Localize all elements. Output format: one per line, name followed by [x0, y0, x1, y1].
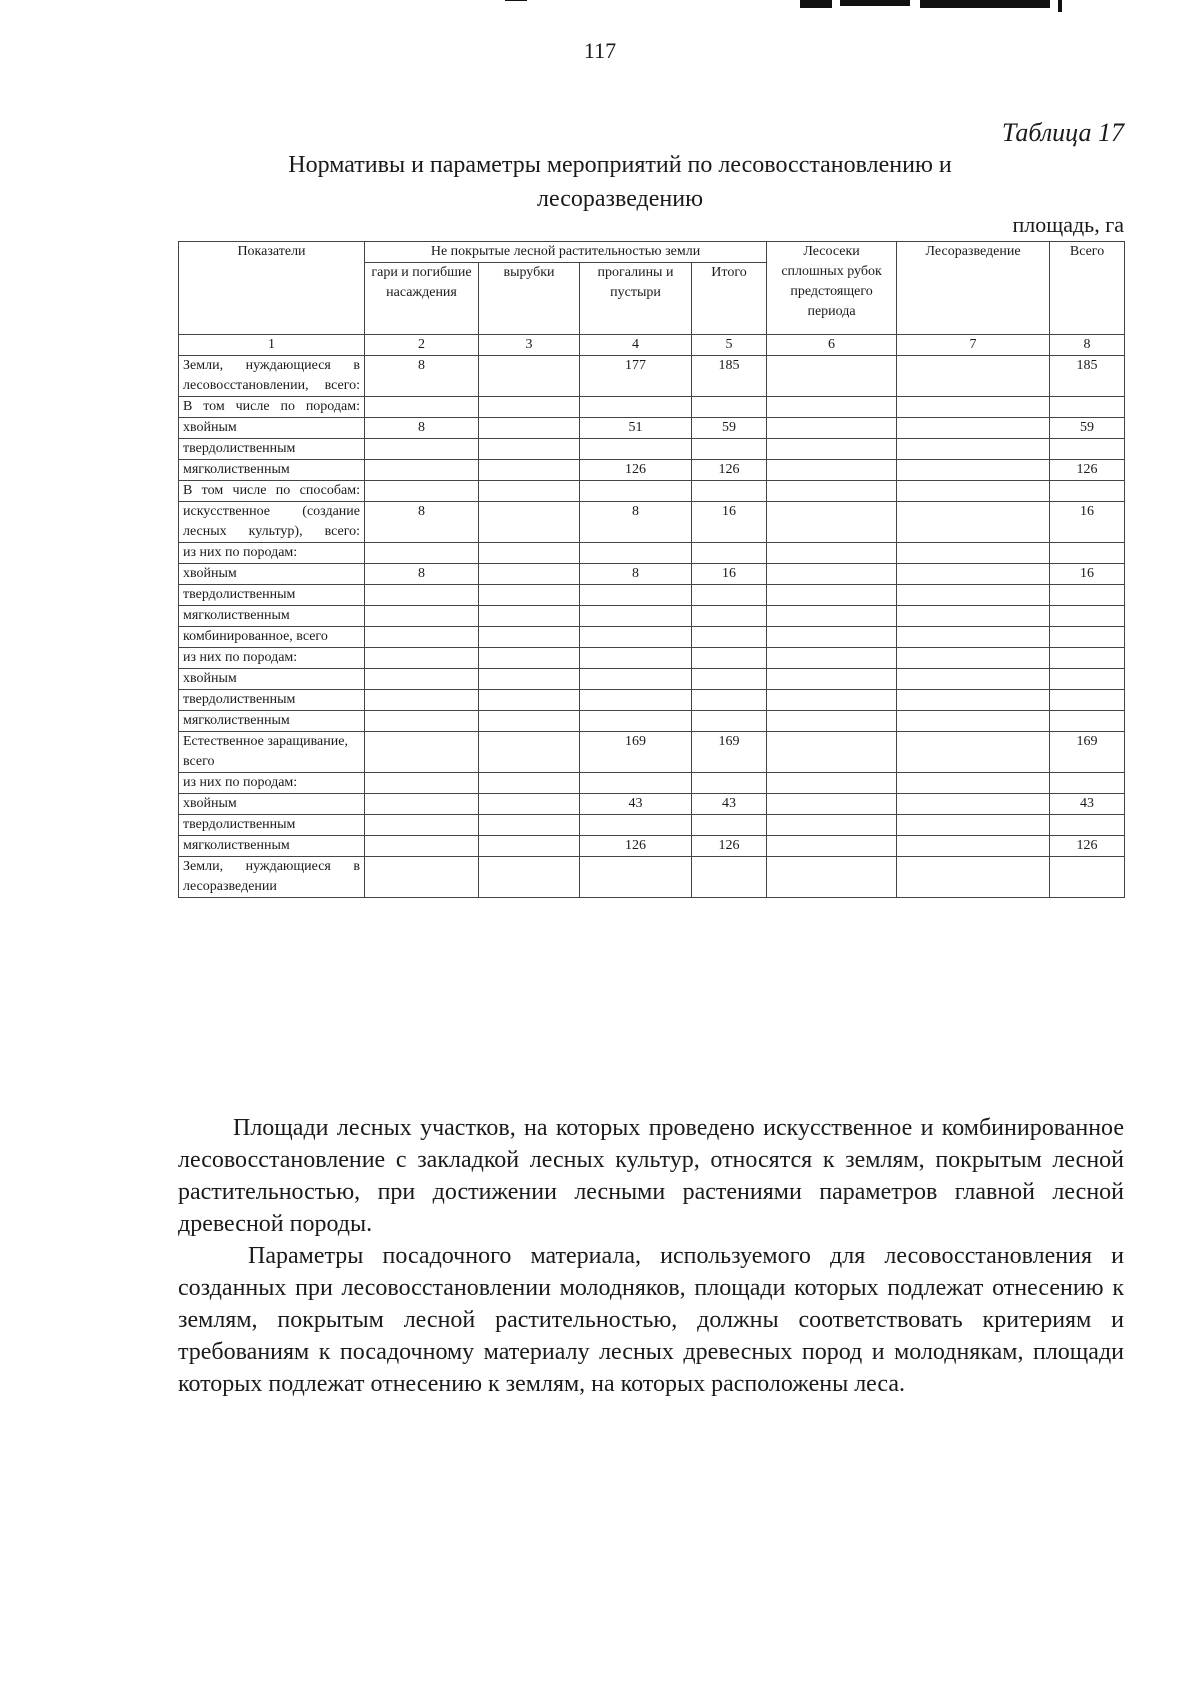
header-clearcuts: вырубки [479, 263, 580, 335]
row-label: мягколиственным [179, 711, 365, 732]
cell-value: 185 [1050, 356, 1125, 397]
cell-value [897, 690, 1050, 711]
header-afforestation: Лесоразведение [897, 242, 1050, 335]
cell-value [1050, 773, 1125, 794]
column-number: 6 [767, 335, 897, 356]
cell-value [897, 627, 1050, 648]
cell-value [767, 794, 897, 815]
cell-value [1050, 439, 1125, 460]
cell-value [365, 627, 479, 648]
cell-value: 126 [580, 460, 692, 481]
cell-value: 16 [1050, 564, 1125, 585]
cell-value: 169 [1050, 732, 1125, 773]
cell-value [767, 564, 897, 585]
row-label: Земли, нуждающиеся в лесовосстановлении, всего: [179, 356, 365, 397]
row-label: комбинированное, всего [179, 627, 365, 648]
cell-value [692, 857, 767, 898]
row-label: хвойным [179, 794, 365, 815]
cell-value [580, 648, 692, 669]
row-label: искусственное (создание лесных культур), всего: [179, 502, 365, 543]
cell-value [767, 439, 897, 460]
cell-value [1050, 690, 1125, 711]
cell-value [692, 669, 767, 690]
header-glades: прогалины и пустыри [580, 263, 692, 335]
table-row [179, 418, 1125, 439]
cell-value [767, 627, 897, 648]
table-row [179, 815, 1125, 836]
cell-value [365, 585, 479, 606]
table-row [179, 669, 1125, 690]
cell-value [580, 627, 692, 648]
table-row [179, 627, 1125, 648]
cell-value: 16 [692, 502, 767, 543]
header-burns: гари и погибшие насаждения [365, 263, 479, 335]
cell-value [767, 711, 897, 732]
cell-value: 8 [365, 564, 479, 585]
column-number: 7 [897, 335, 1050, 356]
scan-artifact [920, 0, 1050, 8]
cell-value [897, 460, 1050, 481]
page-number: 117 [583, 38, 617, 63]
cell-value [767, 418, 897, 439]
cell-value [1050, 648, 1125, 669]
cell-value [479, 836, 580, 857]
cell-value [692, 481, 767, 502]
cell-value [767, 356, 897, 397]
cell-value [767, 857, 897, 898]
cell-value [365, 648, 479, 669]
cell-value [365, 481, 479, 502]
cell-value [365, 397, 479, 418]
cell-value [580, 543, 692, 564]
table-row [179, 711, 1125, 732]
cell-value [580, 815, 692, 836]
cell-value [365, 439, 479, 460]
cell-value [897, 418, 1050, 439]
cell-value [767, 502, 897, 543]
cell-value [1050, 669, 1125, 690]
table-body [179, 356, 1125, 898]
cell-value [692, 585, 767, 606]
table-row [179, 648, 1125, 669]
column-number: 8 [1050, 335, 1125, 356]
cell-value [580, 397, 692, 418]
row-label: Естественное заращивание, всего [179, 732, 365, 773]
norms-table [178, 241, 1125, 898]
cell-value: 185 [692, 356, 767, 397]
table-label: Таблица 17 [1001, 118, 1124, 147]
cell-value [692, 773, 767, 794]
cell-value [767, 836, 897, 857]
column-number: 3 [479, 335, 580, 356]
cell-value [897, 732, 1050, 773]
cell-value [767, 481, 897, 502]
cell-value [897, 502, 1050, 543]
table-row [179, 502, 1125, 543]
cell-value [479, 543, 580, 564]
cell-value [479, 815, 580, 836]
cell-value [479, 773, 580, 794]
cell-value [479, 502, 580, 543]
header-indicators: Показатели [179, 242, 365, 335]
cell-value [1050, 606, 1125, 627]
scan-artifact [800, 0, 832, 8]
row-label: В том числе по способам: [179, 481, 365, 502]
cell-value [767, 773, 897, 794]
column-number-row [179, 335, 1125, 356]
row-label: из них по породам: [179, 773, 365, 794]
row-label: Земли, нуждающиеся в лесоразведении [179, 857, 365, 898]
cell-value [897, 711, 1050, 732]
cell-value [479, 460, 580, 481]
cell-value [479, 481, 580, 502]
row-label: В том числе по породам: [179, 397, 365, 418]
table-row [179, 460, 1125, 481]
cell-value [479, 857, 580, 898]
cell-value [897, 439, 1050, 460]
cell-value [1050, 543, 1125, 564]
cell-value [692, 648, 767, 669]
units-label: площадь, га [1012, 212, 1124, 237]
body-text [178, 1112, 1124, 1400]
table-row [179, 356, 1125, 397]
cell-value [479, 732, 580, 773]
table-row [179, 836, 1125, 857]
cell-value [897, 585, 1050, 606]
cell-value [767, 648, 897, 669]
cell-value [479, 648, 580, 669]
cell-value [1050, 481, 1125, 502]
cell-value [365, 669, 479, 690]
cell-value [1050, 857, 1125, 898]
cell-value [767, 397, 897, 418]
cell-value [897, 669, 1050, 690]
cell-value [1050, 585, 1125, 606]
row-label: из них по породам: [179, 543, 365, 564]
cell-value: 43 [692, 794, 767, 815]
cell-value [692, 439, 767, 460]
cell-value [767, 606, 897, 627]
table-row [179, 857, 1125, 898]
cell-value [580, 690, 692, 711]
cell-value [479, 439, 580, 460]
table-row [179, 732, 1125, 773]
cell-value [479, 585, 580, 606]
row-label: хвойным [179, 564, 365, 585]
cell-value [365, 836, 479, 857]
cell-value: 126 [692, 836, 767, 857]
cell-value: 51 [580, 418, 692, 439]
table-row [179, 690, 1125, 711]
row-label: твердолиственным [179, 690, 365, 711]
cell-value [767, 585, 897, 606]
cell-value: 126 [1050, 460, 1125, 481]
cell-value [1050, 815, 1125, 836]
cell-value [479, 564, 580, 585]
cell-value [1050, 397, 1125, 418]
cell-value [692, 397, 767, 418]
row-label: хвойным [179, 418, 365, 439]
cell-value: 169 [692, 732, 767, 773]
cell-value [580, 481, 692, 502]
cell-value: 126 [1050, 836, 1125, 857]
cell-value: 177 [580, 356, 692, 397]
cell-value [692, 690, 767, 711]
cell-value [767, 815, 897, 836]
cell-value [897, 606, 1050, 627]
cell-value [897, 543, 1050, 564]
table-row [179, 564, 1125, 585]
cell-value [767, 669, 897, 690]
cell-value [365, 711, 479, 732]
cell-value: 59 [692, 418, 767, 439]
cell-value [365, 543, 479, 564]
scan-artifact [840, 0, 910, 6]
table-row [179, 606, 1125, 627]
cell-value [692, 606, 767, 627]
cell-value: 43 [1050, 794, 1125, 815]
cell-value [897, 857, 1050, 898]
scan-artifact [505, 0, 527, 1]
cell-value: 16 [1050, 502, 1125, 543]
cell-value [692, 627, 767, 648]
cell-value [365, 606, 479, 627]
cell-value [479, 794, 580, 815]
cell-value [897, 481, 1050, 502]
cell-value: 8 [365, 356, 479, 397]
cell-value [897, 815, 1050, 836]
cell-value [365, 773, 479, 794]
table-row [179, 585, 1125, 606]
cell-value [897, 564, 1050, 585]
cell-value [365, 815, 479, 836]
table-row [179, 397, 1125, 418]
cell-value [479, 606, 580, 627]
cell-value: 59 [1050, 418, 1125, 439]
cell-value [479, 356, 580, 397]
cell-value [692, 711, 767, 732]
header-all: Всего [1050, 242, 1125, 335]
cell-value [1050, 627, 1125, 648]
row-label: твердолиственным [179, 585, 365, 606]
cell-value [767, 732, 897, 773]
cell-value [365, 857, 479, 898]
table-row [179, 794, 1125, 815]
cell-value [692, 815, 767, 836]
row-label: из них по породам: [179, 648, 365, 669]
cell-value: 8 [365, 502, 479, 543]
cell-value: 43 [580, 794, 692, 815]
cell-value [692, 543, 767, 564]
cell-value [897, 648, 1050, 669]
cell-value [479, 627, 580, 648]
table-title: Нормативы и параметры мероприятий по лесовосстановлению и лесоразведению [288, 152, 952, 212]
cell-value [365, 732, 479, 773]
cell-value [897, 397, 1050, 418]
column-number: 2 [365, 335, 479, 356]
cell-value [479, 397, 580, 418]
table-row [179, 481, 1125, 502]
cell-value: 169 [580, 732, 692, 773]
cell-value [767, 690, 897, 711]
row-label: твердолиственным [179, 815, 365, 836]
cell-value [897, 356, 1050, 397]
cell-value [580, 669, 692, 690]
cell-value [767, 460, 897, 481]
paragraph: Параметры посадочного материала, используемого для лесовосстановления и созданных при лесовосстановлении молодняков, площади которых подлежат отнесению к землям, покрытым лесной растительностью, должны соответствовать критериям и требованиям к посадочному материалу лесных древесных пород и молоднякам, площади которых подлежат отнесению к землям, на которых расположены леса. [178, 1243, 1124, 1397]
cell-value [365, 460, 479, 481]
row-label: хвойным [179, 669, 365, 690]
cell-value [580, 711, 692, 732]
cell-value [479, 418, 580, 439]
cell-value [897, 794, 1050, 815]
cell-value: 8 [580, 502, 692, 543]
scan-artifact [1058, 0, 1062, 12]
column-number: 1 [179, 335, 365, 356]
table-row [179, 439, 1125, 460]
header-not-covered: Не покрытые лесной растительностью земли [365, 242, 767, 263]
cell-value: 126 [692, 460, 767, 481]
table-row [179, 543, 1125, 564]
cell-value [580, 857, 692, 898]
cell-value [479, 690, 580, 711]
row-label: твердолиственным [179, 439, 365, 460]
row-label: мягколиственным [179, 460, 365, 481]
cell-value [580, 773, 692, 794]
cell-value [365, 794, 479, 815]
cell-value [580, 585, 692, 606]
table-row [179, 773, 1125, 794]
cell-value [897, 773, 1050, 794]
row-label: мягколиственным [179, 836, 365, 857]
cell-value [767, 543, 897, 564]
header-logging-sites: Лесосеки сплошных рубок предстоящего периода [767, 242, 897, 335]
cell-value [479, 711, 580, 732]
paragraph: Площади лесных участков, на которых проведено искусственное и комбинированное лесовосстановление с закладкой лесных культур, относятся к землям, покрытым лесной растительностью, при достижении лесными растениями параметров главной лесной древесной породы. [178, 1115, 1124, 1237]
cell-value: 8 [365, 418, 479, 439]
cell-value [897, 836, 1050, 857]
header-total: Итого [692, 263, 767, 335]
cell-value [1050, 711, 1125, 732]
cell-value [580, 439, 692, 460]
cell-value: 16 [692, 564, 767, 585]
row-label: мягколиственным [179, 606, 365, 627]
cell-value [580, 606, 692, 627]
cell-value [479, 669, 580, 690]
cell-value [365, 690, 479, 711]
column-number: 5 [692, 335, 767, 356]
cell-value: 8 [580, 564, 692, 585]
cell-value: 126 [580, 836, 692, 857]
column-number: 4 [580, 335, 692, 356]
